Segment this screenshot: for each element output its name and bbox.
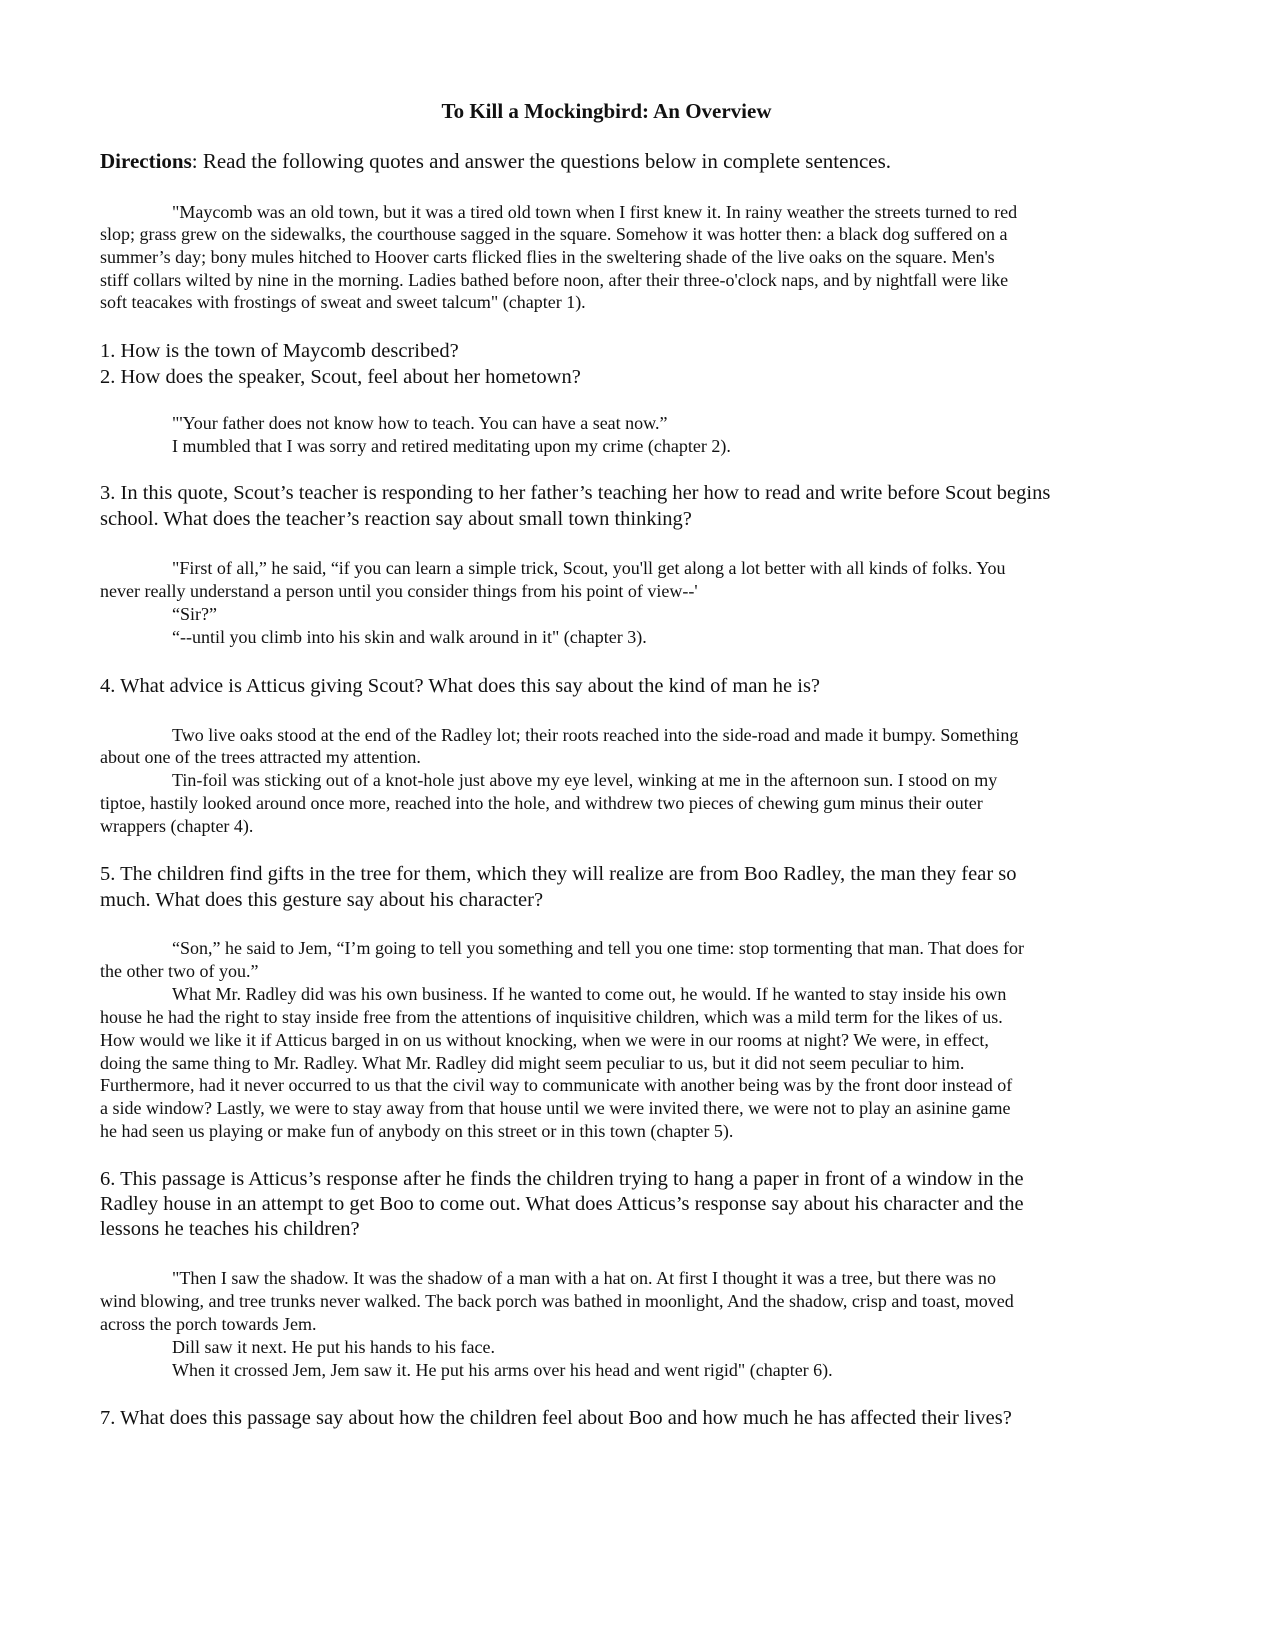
quote-line: summer’s day; bony mules hitched to Hoover carts flicked flies in the sweltering shade of the live oaks on the square. Men's <box>100 247 995 267</box>
question-line: Radley house in an attempt to get Boo to come out. What does Atticus’s response say about his character and the <box>100 1193 1024 1215</box>
directions-label: Directions <box>100 149 192 173</box>
quote-line: Dill saw it next. He put his hands to his face. <box>172 1337 495 1357</box>
quote-line: "First of all,” he said, “if you can learn a simple trick, Scout, you'll get along a lot better with all kinds of folks. You <box>172 558 1006 578</box>
quote-line: a side window? Lastly, we were to stay away from that house until we were invited there, we were not to play an asinine game <box>100 1098 1011 1118</box>
quote-line: “Son,” he said to Jem, “I’m going to tell you something and tell you one time: stop tormenting that man. That does for <box>172 938 1025 958</box>
quote-line: stiff collars wilted by nine in the morning. Ladies bathed before noon, after their three-o'clock naps, and by nightfall were like <box>100 270 1009 290</box>
quote-line: “Sir?” <box>172 604 217 624</box>
quote-line: wrappers (chapter 4). <box>100 816 254 836</box>
quote-line: "Then I saw the shadow. It was the shadow of a man with a hat on. At first I thought it was a tree, but there was no <box>172 1268 996 1288</box>
question-line: 7. What does this passage say about how the children feel about Boo and how much he has affected their lives? <box>100 1407 1012 1429</box>
question-line: 3. In this quote, Scout’s teacher is responding to her father’s teaching her how to read and write before Scout begins <box>100 482 1051 504</box>
directions-text: : Read the following quotes and answer the questions below in complete sentences. <box>191 149 892 173</box>
quote-line: wind blowing, and tree trunks never walked. The back porch was bathed in moonlight, And the shadow, crisp and toast, moved <box>100 1291 1014 1311</box>
question-line: lessons he teaches his children? <box>100 1218 360 1240</box>
quote-line: he had seen us playing or make fun of anybody on this street or in this town (chapter 5). <box>100 1121 734 1141</box>
question-line: 2. How does the speaker, Scout, feel about her hometown? <box>100 366 581 388</box>
quote-line: soft teacakes with frostings of sweat and sweet talcum" (chapter 1). <box>100 292 586 312</box>
quote-line: Furthermore, had it never occurred to us that the civil way to communicate with another being was by the front door instead of <box>100 1075 1013 1095</box>
quote-line: tiptoe, hastily looked around once more, reached into the hole, and withdrew two pieces of chewing gum minus their outer <box>100 793 983 813</box>
quote-line: house he had the right to stay inside free from the attentions of inquisitive children, which was a mild term for the likes of us. <box>100 1007 1003 1027</box>
quote-line: never really understand a person until you consider things from his point of view--' <box>100 581 698 601</box>
quote-line: slop; grass grew on the sidewalks, the courthouse sagged in the square. Somehow it was hotter then: a black dog suffered on a <box>100 224 1008 244</box>
question-line: 5. The children find gifts in the tree for them, which they will realize are from Boo Radley, the man they fear so <box>100 863 1017 885</box>
quote-line: Two live oaks stood at the end of the Radley lot; their roots reached into the side-road and made it bumpy. Something <box>172 725 1019 745</box>
quote-line: Tin-foil was sticking out of a knot-hole just above my eye level, winking at me in the afternoon sun. I stood on my <box>172 770 998 790</box>
quote-line: doing the same thing to Mr. Radley. What Mr. Radley did might seem peculiar to us, but it did not seem peculiar to him. <box>100 1053 965 1073</box>
quote-line: the other two of you.” <box>100 961 259 981</box>
question-line: 6. This passage is Atticus’s response after he finds the children trying to hang a paper in front of a window in the <box>100 1168 1024 1190</box>
document-title: To Kill a Mockingbird: An Overview <box>441 99 772 123</box>
quote-line: I mumbled that I was sorry and retired meditating upon my crime (chapter 2). <box>172 436 731 456</box>
directions <box>100 151 891 172</box>
quote-line: about one of the trees attracted my attention. <box>100 747 421 767</box>
quote-line: When it crossed Jem, Jem saw it. He put his arms over his head and went rigid" (chapter 6). <box>172 1360 833 1380</box>
question-line: much. What does this gesture say about his character? <box>100 889 544 911</box>
question-line: school. What does the teacher’s reaction say about small town thinking? <box>100 508 692 530</box>
quote-line: What Mr. Radley did was his own business. If he wanted to come out, he would. If he wanted to stay inside his own <box>172 984 1007 1004</box>
quote-line: "Maycomb was an old town, but it was a tired old town when I first knew it. In rainy weather the streets turned to red <box>172 202 1018 222</box>
quote-line: across the porch towards Jem. <box>100 1314 317 1334</box>
quote-line: How would we like it if Atticus barged in on us without knocking, when we were in our rooms at night? We were, in effect, <box>100 1030 989 1050</box>
quote-line: "'Your father does not know how to teach. You can have a seat now.” <box>172 413 668 433</box>
quote-line: “--until you climb into his skin and walk around in it" (chapter 3). <box>172 627 647 647</box>
question-line: 1. How is the town of Maycomb described? <box>100 340 459 362</box>
question-line: 4. What advice is Atticus giving Scout? What does this say about the kind of man he is? <box>100 675 821 697</box>
